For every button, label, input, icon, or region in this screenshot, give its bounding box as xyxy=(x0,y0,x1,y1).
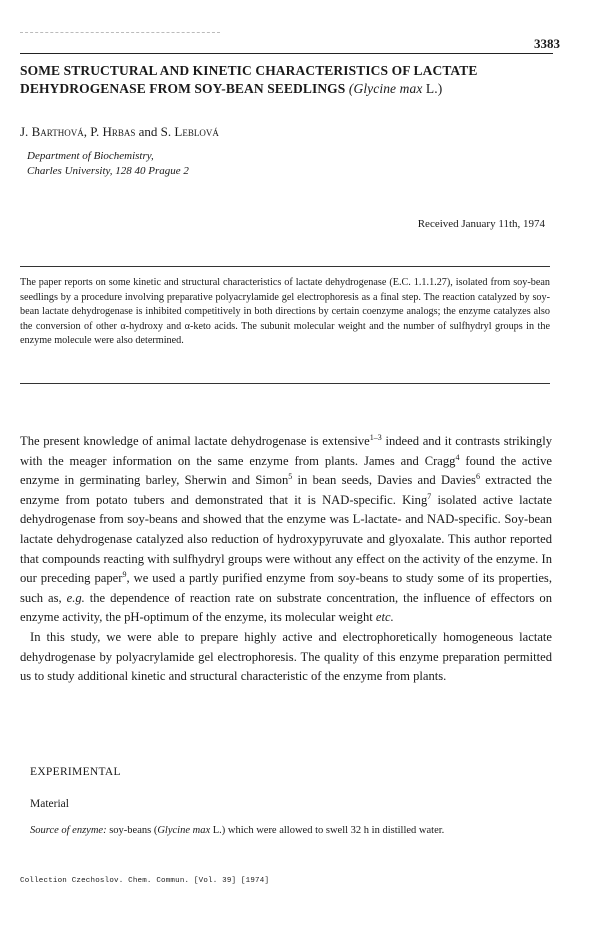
paper-title xyxy=(20,62,580,98)
paragraph-1 xyxy=(20,432,552,628)
source-of-enzyme xyxy=(30,823,550,838)
header-rule-short xyxy=(20,32,220,33)
author-2-name: Hrbas xyxy=(102,124,136,139)
p1-part-e: extracted the enzyme from potato tubers and demonstrated that it is NAD-specific. King xyxy=(20,473,553,507)
author-1-initial: J. xyxy=(20,124,32,139)
ref-4: 4 xyxy=(455,452,460,462)
page-number: 3383 xyxy=(534,36,560,51)
etc-italic: etc. xyxy=(375,610,394,625)
abstract: The paper reports on some kinetic and structural characteristics of lactate dehydrogenase (E.C. 1.1.1.27), isolated from soy-bean seedlings by a procedure involving preparative polyacrylamide gel electrophoresis as a final step. The reaction catalyzed by soy-bean lactate dehydrogenase is inhibited competitively in both directions by certain coenzyme analogs; the enzyme catalyzes also the conversion of other α-hydroxy and α-keto acids. The subunit molecular weight and the number of sulfhydryl groups in the enzyme molecule were also determined. xyxy=(20,277,550,346)
ref-6: 6 xyxy=(475,472,480,481)
source-text-b: L.) which were allowed to swell 32 h in distilled water. xyxy=(210,825,445,836)
body-text xyxy=(20,432,552,687)
ref-1-3: 1–3 xyxy=(369,432,382,442)
title-main: SOME STRUCTURAL AND KINETIC CHARACTERISTICS OF LACTATE DEHYDROGENASE FROM SOY-BEAN SEEDLINGS xyxy=(20,63,478,96)
source-label: Source of enzyme: xyxy=(30,825,107,836)
journal-footer: Collection Czechoslov. Chem. Commun. [Vol. 39] [1974] xyxy=(20,877,270,885)
p1-part-b: indeed and it contrasts strikingly with the meager information on the same enzyme from plants. James and Cragg xyxy=(20,434,552,468)
author-sep-2: and S. xyxy=(135,124,175,139)
subsection-heading-material: Material xyxy=(30,798,69,810)
abstract-bottom-rule xyxy=(20,383,550,384)
p1-part-c: found the active enzyme in germinating barley, Sherwin and Simon xyxy=(20,453,552,488)
title-species-author: L.) xyxy=(425,81,443,96)
p1-part-d: in bean seeds, Davies and Davies xyxy=(292,473,476,488)
eg-italic: e.g. xyxy=(66,590,85,605)
ref-9: 9 xyxy=(122,569,127,579)
source-text-a: soy-beans ( xyxy=(106,825,158,836)
ref-5: 5 xyxy=(288,472,293,481)
p1-part-g: , we used a partly purified enzyme from soy-beans to study some of its properties, such as, xyxy=(20,571,552,605)
title-species: (Glycine max xyxy=(348,81,423,96)
author-3-name: Leblová xyxy=(174,124,219,139)
ref-7: 7 xyxy=(427,491,432,501)
p1-part-h: the dependence of reaction rate on substrate concentration, the influence of effectors on enzyme activity, the pH-optimum of the enzyme, its molecular weight xyxy=(20,590,552,625)
header-rule xyxy=(20,53,553,54)
authors xyxy=(20,124,219,140)
p1-part-a: The present knowledge of animal lactate dehydrogenase is extensive xyxy=(20,434,370,448)
section-heading-experimental: EXPERIMENTAL xyxy=(30,766,121,778)
affiliation-line-2: Charles University, 128 40 Prague 2 xyxy=(27,165,189,177)
p1-part-f: isolated active lactate dehydrogenase from soy-beans and showed that the enzyme was L-lactate- and NAD-specific. Soy-bean lactate dehydrogenase catalyzed also reduction of hydroxypyruvate and glyoxalate. This author reported that compounds reacting with sulfhydryl groups were without any effect on the activity of the enzyme. In our preceding paper xyxy=(20,492,552,586)
abstract-top-rule xyxy=(20,266,550,267)
author-1-name: Barthová xyxy=(31,124,84,139)
received-date: Received January 11th, 1974 xyxy=(417,218,545,230)
affiliation-line-1: Department of Biochemistry, xyxy=(27,150,154,162)
author-sep-1: , P. xyxy=(83,124,103,139)
paragraph-2: In this study, we were able to prepare highly active and electrophoretically homogeneous lactate dehydrogenase by polyacrylamide gel electrophoresis. The quality of this enzyme preparation permitted us to study additional kinetic and structural characteristic of the enzyme from plants. xyxy=(20,629,552,684)
affiliation xyxy=(27,149,189,179)
source-species: Glycine max xyxy=(157,825,211,836)
